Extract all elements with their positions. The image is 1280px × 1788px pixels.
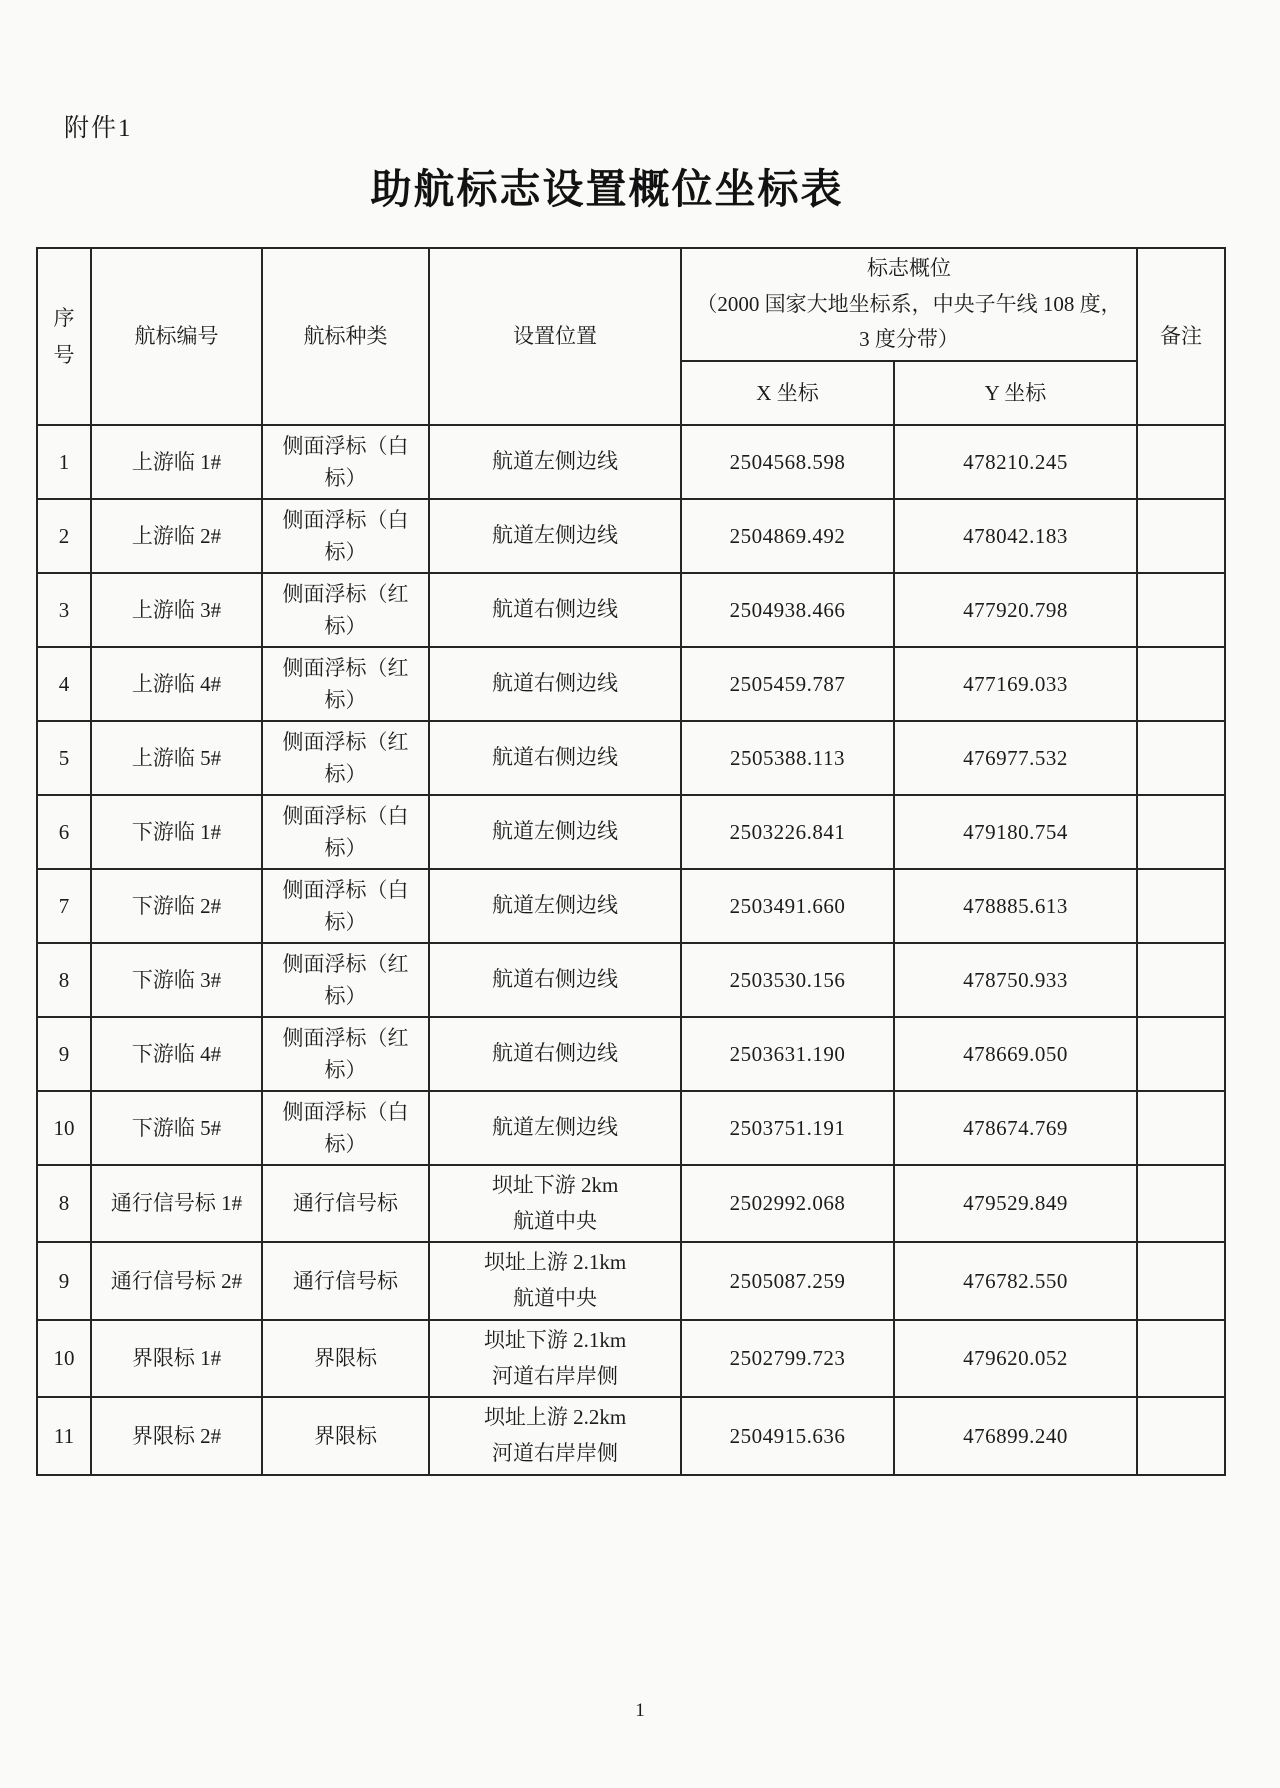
table-row [37,499,1225,573]
x-coordinate-cell: 2504915.636 [681,1397,894,1474]
x-coordinate-cell: 2502799.723 [681,1320,894,1397]
beacon-no-cell: 上游临 5# [91,721,262,795]
seq-cell: 6 [37,795,91,869]
seq-cell: 4 [37,647,91,721]
page-title: 助航标志设置概位坐标表 [370,166,844,212]
table-row [37,573,1225,647]
location-cell: 航道左侧边线 [429,425,681,499]
x-coordinate-cell: 2503631.190 [681,1017,894,1091]
table-row [37,1242,1225,1319]
beacon-type-cell: 侧面浮标（白标） [262,869,429,943]
y-coordinate-cell: 476899.240 [894,1397,1137,1474]
beacon-no-cell: 上游临 1# [91,425,262,499]
remark-cell [1137,869,1225,943]
location-cell: 航道左侧边线 [429,795,681,869]
x-coordinate-cell: 2503491.660 [681,869,894,943]
remark-cell [1137,1165,1225,1242]
position-group-title: 标志概位 [867,256,951,280]
location-cell: 航道左侧边线 [429,869,681,943]
y-coordinate-cell: 476782.550 [894,1242,1137,1319]
table-row [37,1165,1225,1242]
table-row [37,721,1225,795]
y-coordinate-cell: 479620.052 [894,1320,1137,1397]
location-cell: 航道左侧边线 [429,499,681,573]
page-number: 1 [635,1700,645,1721]
header-seq-label: 序号 [53,305,75,367]
beacon-type-cell: 侧面浮标（红标） [262,573,429,647]
remark-cell [1137,1242,1225,1319]
attachment-label: 附件1 [64,115,133,142]
y-coordinate-cell: 478750.933 [894,943,1137,1017]
beacon-no-cell: 上游临 3# [91,573,262,647]
table-row [37,1091,1225,1165]
beacon-type-cell: 侧面浮标（红标） [262,721,429,795]
y-coordinate-cell: 479529.849 [894,1165,1137,1242]
table-row [37,1397,1225,1474]
table-row [37,1017,1225,1091]
x-coordinate-cell: 2505388.113 [681,721,894,795]
beacon-type-cell: 侧面浮标（红标） [262,943,429,1017]
beacon-no-cell: 通行信号标 1# [91,1165,262,1242]
beacon-no-cell: 下游临 2# [91,869,262,943]
seq-cell: 1 [37,425,91,499]
remark-cell [1137,573,1225,647]
x-coordinate-cell: 2503751.191 [681,1091,894,1165]
seq-cell: 11 [37,1397,91,1474]
seq-cell: 9 [37,1242,91,1319]
location-cell: 航道右侧边线 [429,721,681,795]
seq-cell: 8 [37,943,91,1017]
beacon-no-cell: 上游临 4# [91,647,262,721]
x-coordinate-cell: 2502992.068 [681,1165,894,1242]
location-cell: 坝址上游 2.2km 河道右岸岸侧 [429,1397,681,1474]
remark-cell [1137,425,1225,499]
table-row [37,425,1225,499]
location-cell: 航道右侧边线 [429,1017,681,1091]
table-row [37,1320,1225,1397]
header-x-coordinate: X 坐标 [681,361,894,425]
seq-cell: 3 [37,573,91,647]
remark-cell [1137,1397,1225,1474]
remark-cell [1137,795,1225,869]
position-group-subtitle: （2000 国家大地坐标系，中央子午线 108 度，3 度分带） [696,291,1122,352]
seq-cell: 10 [37,1091,91,1165]
x-coordinate-cell: 2505087.259 [681,1242,894,1319]
header-beacon-type: 航标种类 [262,248,429,425]
seq-cell: 2 [37,499,91,573]
location-cell: 坝址上游 2.1km 航道中央 [429,1242,681,1319]
table-row [37,795,1225,869]
beacon-type-cell: 侧面浮标（白标） [262,1091,429,1165]
beacon-type-cell: 通行信号标 [262,1165,429,1242]
header-seq [37,248,91,425]
remark-cell [1137,1091,1225,1165]
location-cell: 航道右侧边线 [429,647,681,721]
beacon-no-cell: 下游临 3# [91,943,262,1017]
remark-cell [1137,943,1225,1017]
table-row [37,943,1225,1017]
seq-cell: 10 [37,1320,91,1397]
beacon-no-cell: 下游临 5# [91,1091,262,1165]
beacon-no-cell: 上游临 2# [91,499,262,573]
location-cell: 坝址下游 2km 航道中央 [429,1165,681,1242]
header-position-group [681,248,1137,361]
y-coordinate-cell: 477920.798 [894,573,1137,647]
x-coordinate-cell: 2503530.156 [681,943,894,1017]
remark-cell [1137,1320,1225,1397]
table-row [37,869,1225,943]
seq-cell: 8 [37,1165,91,1242]
y-coordinate-cell: 478669.050 [894,1017,1137,1091]
location-cell: 航道右侧边线 [429,573,681,647]
y-coordinate-cell: 478885.613 [894,869,1137,943]
x-coordinate-cell: 2504938.466 [681,573,894,647]
beacon-no-cell: 界限标 1# [91,1320,262,1397]
location-cell: 航道左侧边线 [429,1091,681,1165]
header-remarks: 备注 [1137,248,1225,425]
header-row-main [37,248,1225,361]
x-coordinate-cell: 2504869.492 [681,499,894,573]
seq-cell: 9 [37,1017,91,1091]
seq-cell: 5 [37,721,91,795]
beacon-type-cell: 侧面浮标（红标） [262,1017,429,1091]
beacon-type-cell: 侧面浮标（白标） [262,425,429,499]
beacon-type-cell: 界限标 [262,1397,429,1474]
header-y-coordinate: Y 坐标 [894,361,1137,425]
beacon-type-cell: 界限标 [262,1320,429,1397]
y-coordinate-cell: 478674.769 [894,1091,1137,1165]
beacon-no-cell: 下游临 4# [91,1017,262,1091]
y-coordinate-cell: 478042.183 [894,499,1137,573]
header-beacon-no: 航标编号 [91,248,262,425]
remark-cell [1137,1017,1225,1091]
y-coordinate-cell: 476977.532 [894,721,1137,795]
remark-cell [1137,721,1225,795]
beacon-type-cell: 侧面浮标（白标） [262,795,429,869]
beacon-no-cell: 下游临 1# [91,795,262,869]
beacon-type-cell: 侧面浮标（白标） [262,499,429,573]
y-coordinate-cell: 478210.245 [894,425,1137,499]
location-cell: 航道右侧边线 [429,943,681,1017]
remark-cell [1137,647,1225,721]
table-row [37,647,1225,721]
location-cell: 坝址下游 2.1km 河道右岸岸侧 [429,1320,681,1397]
beacon-no-cell: 通行信号标 2# [91,1242,262,1319]
seq-cell: 7 [37,869,91,943]
x-coordinate-cell: 2503226.841 [681,795,894,869]
coordinates-table [36,247,1226,1476]
beacon-no-cell: 界限标 2# [91,1397,262,1474]
y-coordinate-cell: 477169.033 [894,647,1137,721]
remark-cell [1137,499,1225,573]
x-coordinate-cell: 2505459.787 [681,647,894,721]
header-location: 设置位置 [429,248,681,425]
table-body [37,425,1225,1475]
beacon-type-cell: 侧面浮标（红标） [262,647,429,721]
beacon-type-cell: 通行信号标 [262,1242,429,1319]
x-coordinate-cell: 2504568.598 [681,425,894,499]
y-coordinate-cell: 479180.754 [894,795,1137,869]
